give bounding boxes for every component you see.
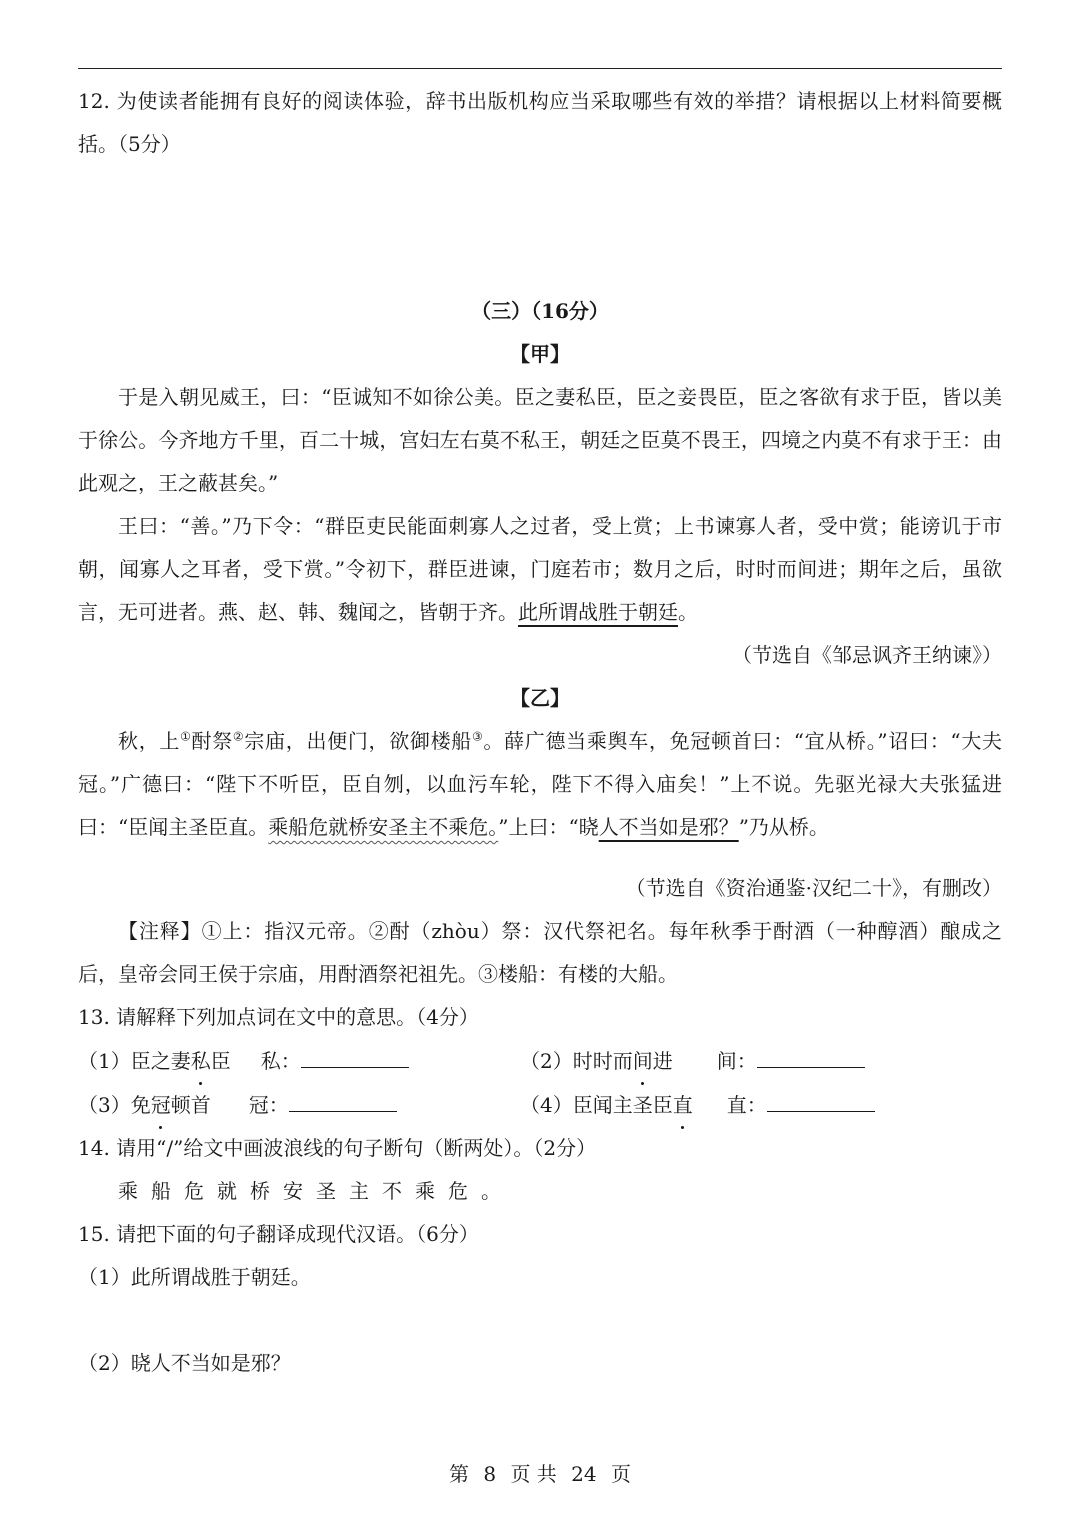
yi-text-2: 酎祭 [191,729,233,753]
q13-answer-blank-3[interactable] [289,1083,397,1112]
q13-item-2-pre: （2）时时而 [520,1049,633,1073]
q13-item-3-post: 顿首 [170,1093,211,1117]
jia-paragraph-2-text: 王曰：“善。”乃下令：“群臣吏民能面刺寡人之过者，受上赏；上书谏寡人者，受中赏；能谤讥于市朝，闻寡人之耳者，受下赏。”令初下，群臣进谏，门庭若市；数月之后，时时而间进；期年之后，虽欲言，无可进者。燕、赵、韩、魏闻之，皆朝于齐。 [78,514,1002,624]
footer-label-end: 页 [610,1462,631,1486]
question-15-sentence-1: （1）此所谓战胜于朝廷。 [78,1265,311,1289]
question-14-sentence: 乘船危就桥安圣主不乘危。 [118,1179,514,1203]
section-three [78,290,1002,1385]
note-marker-2: ② [232,729,245,744]
yi-paragraph [78,720,1002,849]
yi-text-5: ”上曰：“晓 [498,815,599,839]
question-13-row-1 [78,1039,1002,1083]
q13-answer-blank-4[interactable] [767,1083,875,1112]
q13-item-2-label: 间： [716,1049,757,1073]
yi-text-4: 。薛广德当乘舆车，免冠顿首曰：“宜从桥。”诏曰：“大夫冠。”广德曰：“陛下不听臣，臣自刎，以血污车轮，陛下不得入庙矣！”上不说。先驱光禄大夫张猛进曰：“臣闻主圣臣直。 [78,729,1003,839]
jia-paragraph-2 [78,505,1002,634]
jia-paragraph-2-end: 。 [678,600,698,624]
yi-text-3: 宗庙，出便门，欲御楼船 [244,729,472,753]
question-12 [78,80,1002,166]
q13-item-1 [78,1039,520,1083]
yi-wavy-sentence: 乘船危就桥安圣主不乘危。 [268,815,499,839]
yi-text-6: ”乃从桥。 [738,815,829,839]
q13-item-2 [520,1039,865,1083]
yi-text-1: 秋，上 [118,729,181,753]
question-13-row-2 [78,1083,1002,1127]
q13-item-1-post: 臣 [210,1049,231,1073]
yi-source: （节选自《资治通鉴·汉纪二十》，有删改） [625,876,1002,900]
footer-page-number: 8 [483,1462,497,1486]
annotation-notes: 【注释】①上：指汉元帝。②酎（zhòu）祭：汉代祭祀名。每年秋季于酎酒（一种醇酒）酿成之后，皇帝会同王侯于宗庙，用酎酒祭祀祖先。③楼船：有楼的大船。 [78,919,1002,986]
jia-underlined-sentence: 此所谓战胜于朝廷 [518,600,678,624]
page-footer [0,1458,1080,1487]
footer-label-mid: 页 共 [510,1462,557,1486]
question-12-text: 12. 为使读者能拥有良好的阅读体验，辞书出版机构应当采取哪些有效的举措？请根据以上材料简要概括。（5分） [78,89,1002,156]
jia-source: （节选自《邹忌讽齐王纳谏》） [732,643,1002,667]
footer-label-page: 第 [449,1462,469,1486]
question-15-sentence-2: （2）晓人不当如是邪？ [78,1351,291,1375]
jia-heading: 【甲】 [510,342,570,366]
section-title: （三）（16分） [471,299,609,323]
q13-answer-blank-1[interactable] [301,1039,409,1068]
q13-answer-blank-2[interactable] [757,1039,865,1068]
q13-item-4-label: 直： [726,1093,767,1117]
q13-item-2-dotted-word: 间 [633,1040,653,1083]
q13-item-3-dotted-word: 冠 [151,1084,171,1127]
jia-paragraph-1: 于是入朝见威王，曰：“臣诚知不如徐公美。臣之妻私臣，臣之妾畏臣，臣之客欲有求于臣，皆以美于徐公。今齐地方千里，百二十城，宫妇左右莫不私王，朝廷之臣莫不畏王，四境之内莫不有求于王：由此观之，王之蔽甚矣。” [78,385,1002,495]
q13-item-3-pre: （3）免 [78,1093,151,1117]
yi-underlined-sentence: 人不当如是邪？ [598,815,739,839]
footer-total-pages: 24 [571,1462,597,1486]
q13-item-1-label: 私： [260,1049,301,1073]
yi-heading: 【乙】 [510,686,570,710]
q13-item-1-dotted-word: 私 [191,1040,211,1083]
question-15-prompt: 15. 请把下面的句子翻译成现代汉语。（6分） [78,1222,479,1246]
note-marker-1: ① [180,729,192,744]
q13-item-3 [78,1083,520,1127]
question-14-prompt: 14. 请用“/”给文中画波浪线的句子断句（断两处）。（2分） [78,1136,597,1160]
q13-item-4-pre: （4）臣闻主圣臣 [520,1093,673,1117]
q13-item-1-pre: （1）臣之妻 [78,1049,191,1073]
header-rule [78,68,1002,69]
question-13-prompt: 13. 请解释下列加点词在文中的意思。（4分） [78,1005,479,1029]
q13-item-4-dotted-word: 直 [673,1084,693,1127]
q13-item-2-post: 进 [652,1049,673,1073]
q13-item-4 [520,1083,875,1127]
q13-item-3-label: 冠： [248,1093,289,1117]
note-marker-3: ③ [471,729,484,744]
